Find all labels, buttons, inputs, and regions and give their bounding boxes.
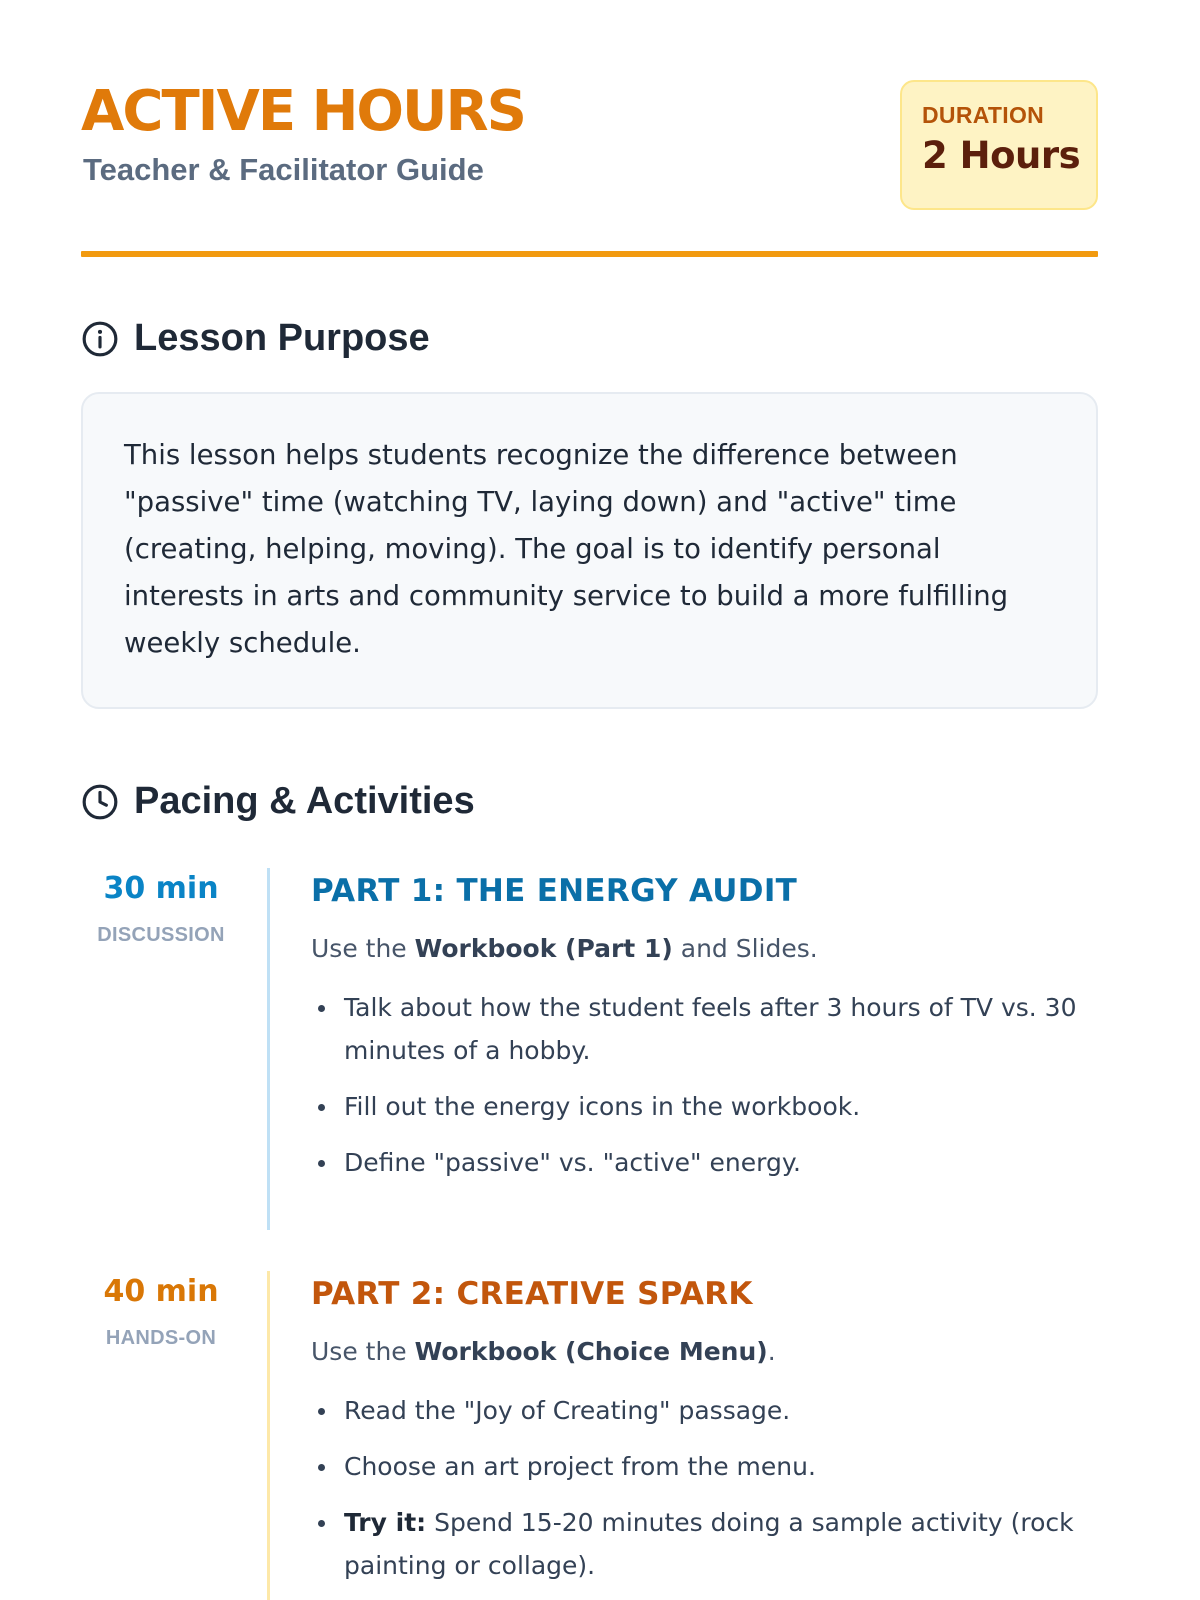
- intro-text: Use the: [311, 1337, 415, 1366]
- section-heading-pacing: [81, 780, 475, 823]
- intro-text: Use the: [311, 934, 415, 963]
- section-heading-purpose: [81, 317, 430, 360]
- list-item-text: Talk about how the student feels after 3 hours of TV vs. 30 minutes of a hobby.: [344, 992, 1077, 1065]
- timeline-line: [267, 868, 270, 1230]
- list-item-text: Define "passive" vs. "active" energy.: [344, 1147, 801, 1177]
- activity-type: HANDS-ON: [105, 1327, 217, 1349]
- section-title: Lesson Purpose: [134, 317, 430, 359]
- list-item-text: Choose an art project from the menu.: [344, 1451, 816, 1481]
- clock-icon: [81, 783, 119, 821]
- part-intro: [311, 933, 1098, 966]
- time-value: 40 min: [103, 1274, 219, 1309]
- purpose-text: This lesson helps students recognize the difference between "passive" time (watching TV, laying down) and "active" time (creating, helping, moving). The goal is to identify personal interests in arts and community service to build a more fulfilling weekly schedule.: [124, 439, 1009, 659]
- list-item: [311, 1445, 1098, 1488]
- list-item-text: Spend 15-20 minutes doing a sample activity (rock painting or collage).: [344, 1507, 1074, 1580]
- activity-block-part-2: [81, 1271, 1098, 1600]
- list-item: [311, 1389, 1098, 1432]
- page-title: ACTIVE HOURS: [81, 79, 525, 144]
- activity-list: [311, 1389, 1098, 1587]
- header-divider: [81, 251, 1098, 257]
- activity-content: [311, 1271, 1098, 1600]
- list-item: [311, 1085, 1098, 1128]
- purpose-card: [81, 392, 1098, 709]
- intro-text: and Slides.: [672, 934, 818, 963]
- activity-list: [311, 986, 1098, 1184]
- part-intro: [311, 1336, 1098, 1369]
- duration-label: DURATION: [922, 102, 1045, 128]
- intro-text: .: [767, 1337, 776, 1366]
- activity-content: [311, 868, 1098, 1197]
- intro-bold: Workbook (Part 1): [414, 934, 673, 963]
- activity-block-part-1: [81, 868, 1098, 1230]
- list-item: [311, 986, 1098, 1072]
- header: [81, 80, 1098, 210]
- time-value: 30 min: [103, 871, 219, 906]
- time-column: [81, 1274, 241, 1350]
- part-title: PART 2: CREATIVE SPARK: [311, 1276, 753, 1312]
- time-column: [81, 871, 241, 947]
- list-item-bold: Try it:: [344, 1507, 427, 1537]
- list-item-text: Fill out the energy icons in the workbook.: [344, 1091, 861, 1121]
- duration-badge: [900, 80, 1098, 210]
- info-icon: [81, 320, 119, 358]
- duration-value: 2 Hours: [922, 134, 1081, 177]
- list-item: [311, 1501, 1098, 1587]
- intro-bold: Workbook (Choice Menu): [414, 1337, 768, 1366]
- section-title: Pacing & Activities: [134, 780, 475, 822]
- page-subtitle: Teacher & Facilitator Guide: [83, 152, 484, 187]
- part-title: PART 1: THE ENERGY AUDIT: [311, 873, 798, 909]
- activity-type: DISCUSSION: [97, 924, 225, 946]
- timeline-line: [267, 1271, 270, 1600]
- list-item: [311, 1141, 1098, 1184]
- list-item-text: Read the "Joy of Creating" passage.: [344, 1395, 791, 1425]
